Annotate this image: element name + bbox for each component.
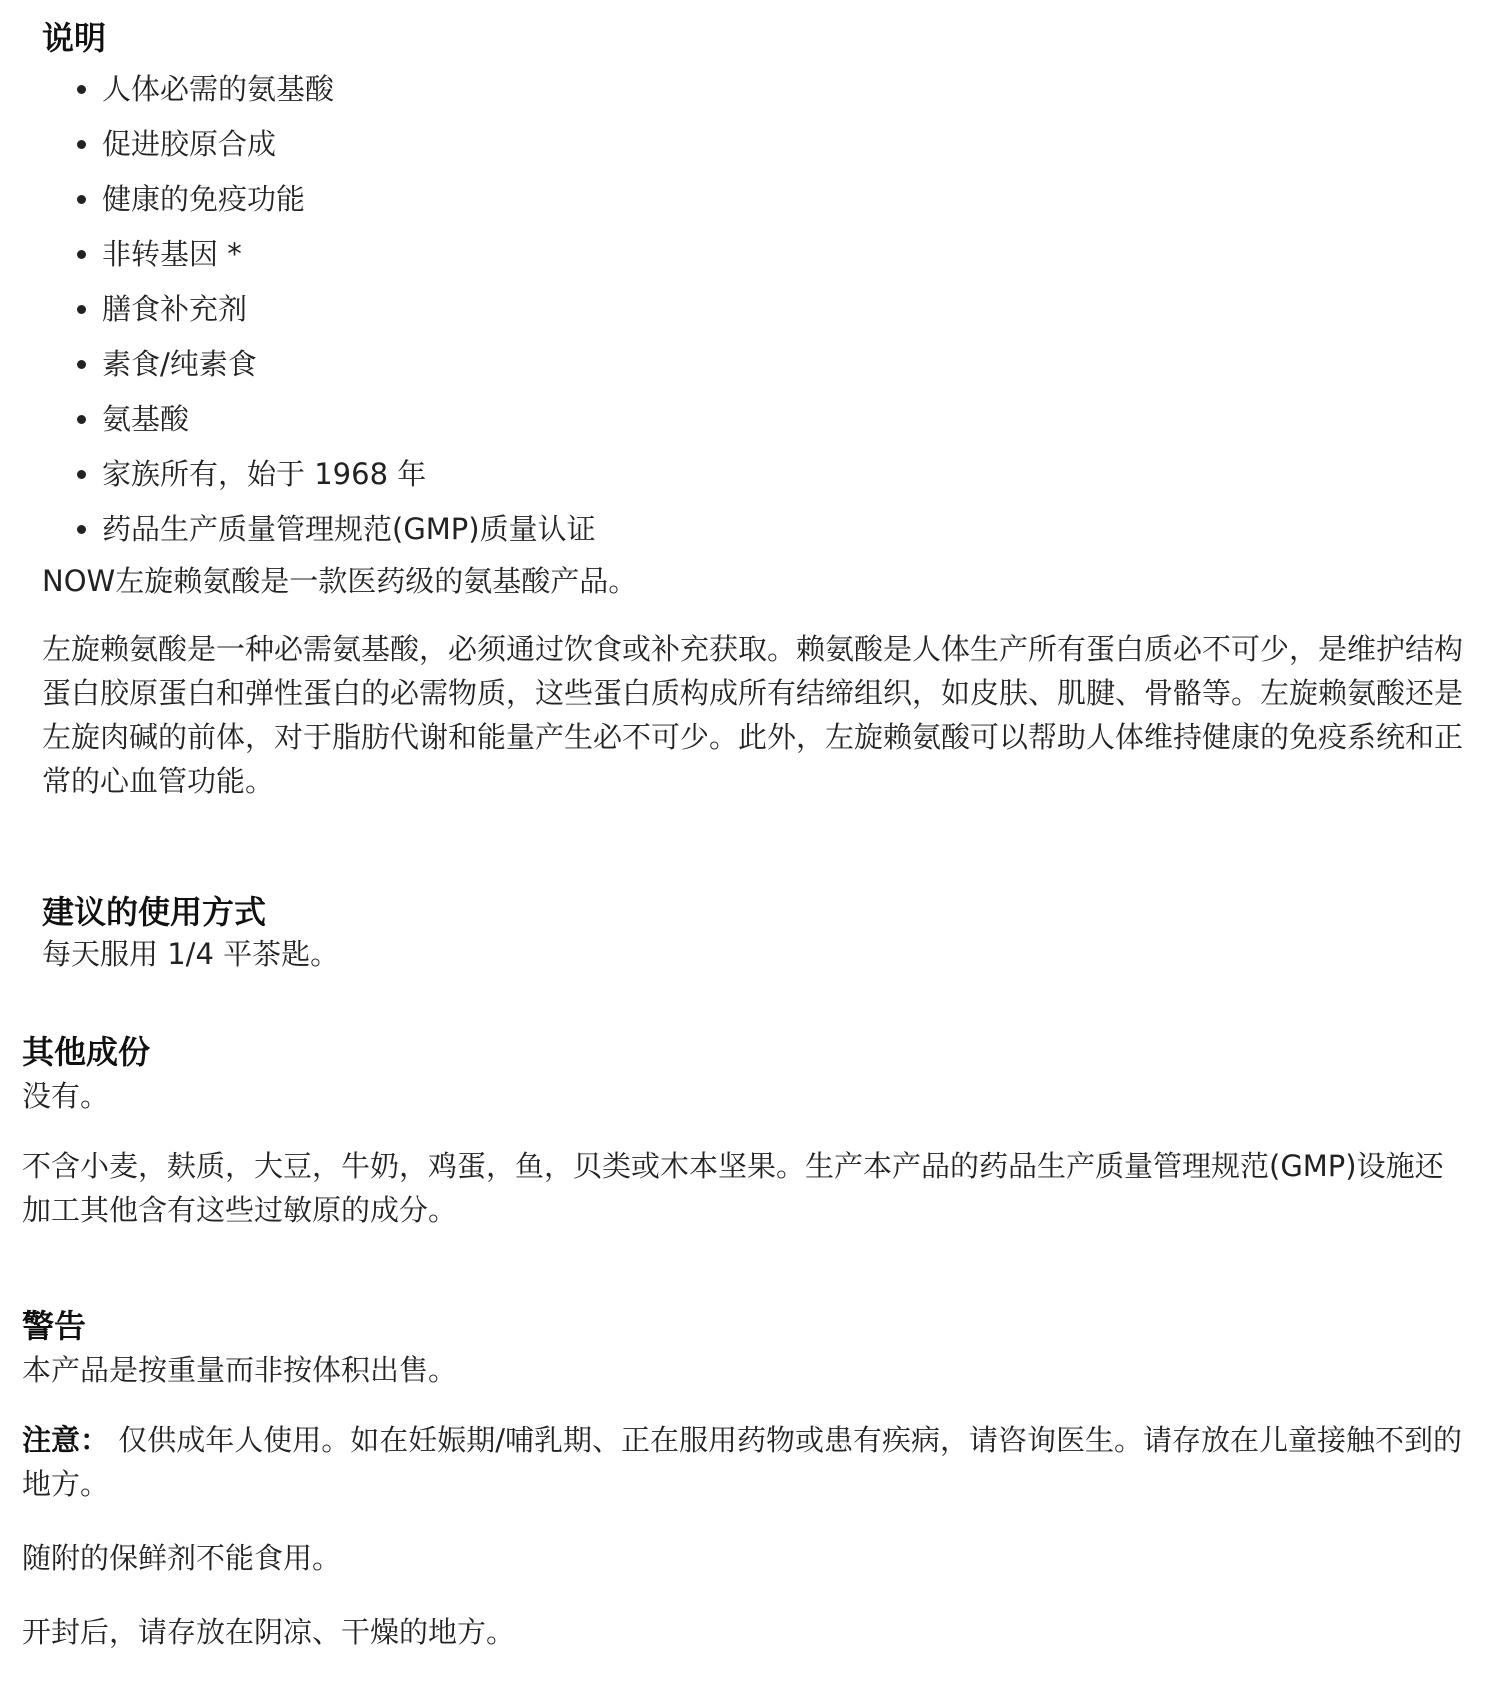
feature-item: • 人体必需的氨基酸 <box>102 62 1472 117</box>
product-intro: NOW左旋赖氨酸是一款医药级的氨基酸产品。 <box>42 564 638 598</box>
description-section <box>42 14 1472 803</box>
warnings-heading: 警告 <box>22 1307 87 1345</box>
feature-item: • 促进胶原合成 <box>102 117 1472 172</box>
feature-item: • 膳食补充剂 <box>102 282 1472 337</box>
caution-label: 注意： <box>22 1423 110 1457</box>
ingredients-warnings-section <box>22 1028 1472 1654</box>
feature-item: • 素食/纯素食 <box>102 337 1472 392</box>
preservative-note: 随附的保鲜剂不能食用。 <box>22 1541 342 1575</box>
usage-heading: 建议的使用方式 <box>42 893 267 931</box>
feature-list <box>42 62 1472 557</box>
product-description: 左旋赖氨酸是一种必需氨基酸，必须通过饮食或补充获取。赖氨酸是人体生产所有蛋白质必不可少，是维护结构蛋白胶原蛋白和弹性蛋白的必需物质，这些蛋白质构成所有结缔组织，如皮肤、肌腱、骨骼等。左旋赖氨酸还是左旋肉碱的前体，对于脂肪代谢和能量产生必不可少。此外，左旋赖氨酸可以帮助人体维持健康的免疫系统和正常的心血管功能。 <box>42 632 1464 798</box>
feature-item: • 非转基因 * <box>102 227 1472 282</box>
feature-item: • 药品生产质量管理规范(GMP)质量认证 <box>102 502 1472 557</box>
description-heading: 说明 <box>42 19 107 57</box>
usage-text: 每天服用 1/4 平茶匙。 <box>42 937 340 971</box>
feature-item: • 氨基酸 <box>102 392 1472 447</box>
caution-text: 仅供成年人使用。如在妊娠期/哺乳期、正在服用药物或患有疾病，请咨询医生。请存放在儿童接触不到的地方。 <box>22 1423 1463 1501</box>
usage-section <box>42 888 1472 976</box>
caution-statement <box>22 1418 1472 1506</box>
allergen-statement: 不含小麦，麸质，大豆，牛奶，鸡蛋，鱼，贝类或木本坚果。生产本产品的药品生产质量管理规范(GMP)设施还加工其他含有这些过敏原的成分。 <box>22 1149 1444 1227</box>
weight-note: 本产品是按重量而非按体积出售。 <box>22 1353 458 1387</box>
feature-item: • 家族所有，始于 1968 年 <box>102 447 1472 502</box>
other-ingredients-none: 没有。 <box>22 1079 110 1113</box>
feature-item: • 健康的免疫功能 <box>102 172 1472 227</box>
storage-note: 开封后，请存放在阴凉、干燥的地方。 <box>22 1615 516 1649</box>
other-ingredients-heading: 其他成份 <box>22 1033 151 1071</box>
